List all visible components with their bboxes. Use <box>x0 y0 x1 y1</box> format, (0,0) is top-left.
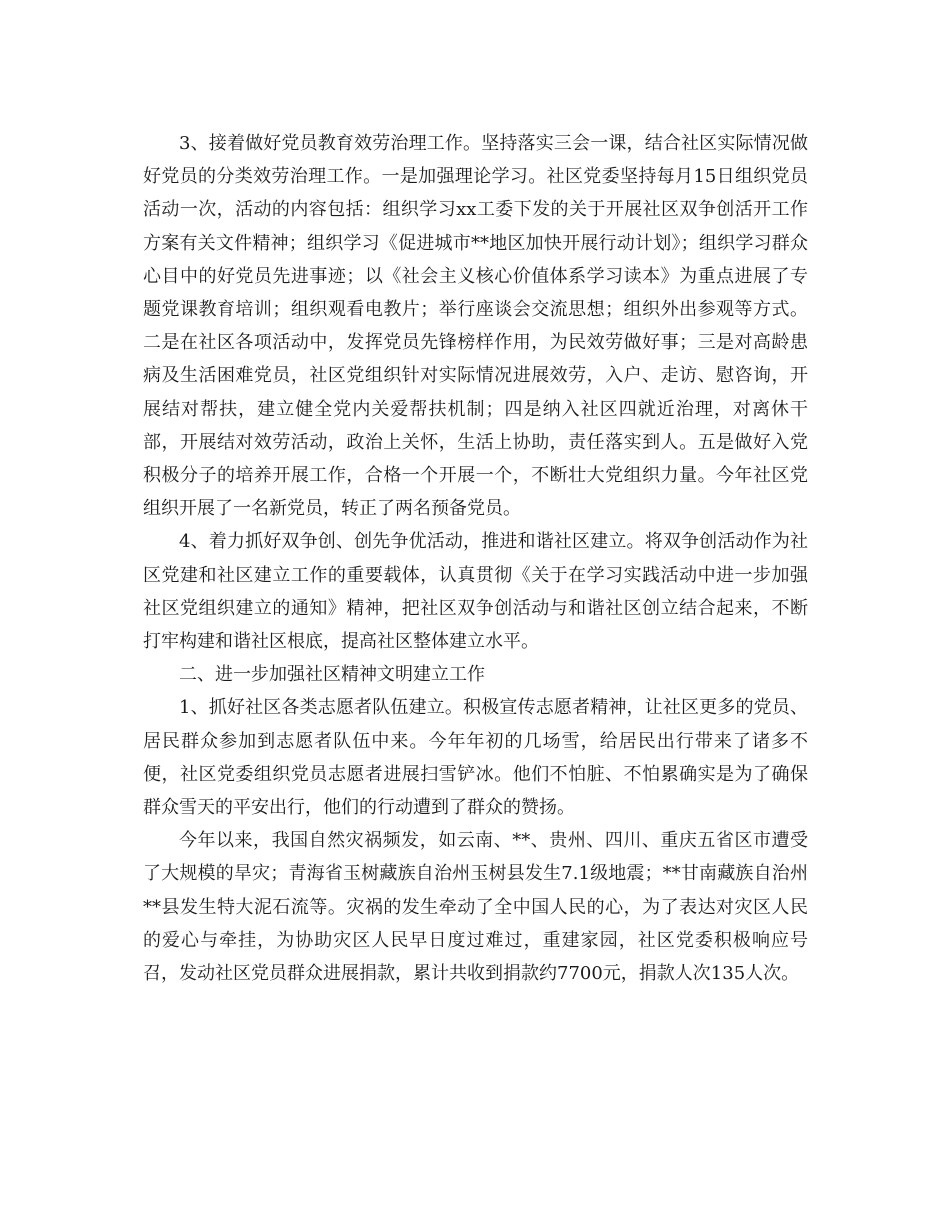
paragraph-party-member-service: 3、接着做好党员教育效劳治理工作。坚持落实三会一课，结合社区实际情况做好党员的分类效劳治理工作。一是加强理论学习。社区党委坚持每月15日组织党员活动一次，活动的内容包括：组织学习xx工委下发的关于开展社区双争创活开工作方案有关文件精神；组织学习《促进城市**地区加快开展行动计划》；组织学习群众心目中的好党员先进事迹；以《社会主义核心价值体系学习读本》为重点进展了专题党课教育培训；组织观看电教片；举行座谈会交流思想；组织外出参观等方式。二是在社区各项活动中，发挥党员先锋榜样作用，为民效劳做好事；三是对高龄患病及生活困难党员，社区党组织针对实际情况进展效劳，入户、走访、慰咨询，开展结对帮扶，建立健全党内关爱帮扶机制；四是纳入社区四就近治理，对离休干部，开展结对效劳活动，政治上关怀，生活上协助，责任落实到人。五是做好入党积极分子的培养开展工作，合格一个开展一个，不断壮大党组织力量。今年社区党组织开展了一名新党员，转正了两名预备党员。 <box>143 133 808 520</box>
paragraph-volunteer-teams: 1、抓好社区各类志愿者队伍建立。积极宣传志愿者精神，让社区更多的党员、居民群众参加到志愿者队伍中来。今年年初的几场雪，给居民出行带来了诸多不便，社区党委组织党员志愿者进展扫雪铲冰。他们不怕脏、不怕累确实是为了确保群众雪天的平安出行，他们的行动遭到了群众的赞扬。 <box>143 697 808 819</box>
section-heading-spiritual-civilization: 二、进一步加强社区精神文明建立工作 <box>179 664 485 686</box>
paragraph-double-creation-activity: 4、着力抓好双争创、创先争优活动，推进和谐社区建立。将双争创活动作为社区党建和社区建立工作的重要载体，认真贯彻《关于在学习实践活动中进一步加强社区党组织建立的通知》精神，把社区双争创活动与和谐社区创立结合起来，不断打牢构建和谐社区根底，提高社区整体建立水平。 <box>143 531 808 653</box>
document-body <box>143 127 808 990</box>
paragraph-disaster-donation: 今年以来，我国自然灾祸频发，如云南、**、贵州、四川、重庆五省区市遭受了大规模的旱灾；青海省玉树藏族自治州玉树县发生7.1级地震；**甘南藏族自治州**县发生特大泥石流等。灾祸的发生牵动了全中国人民的心，为了表达对灾区人民的爱心与牵挂，为协助灾区人民早日度过难过，重建家园，社区党委积极响应号召，发动社区党员群众进展捐款，累计共收到捐款约7700元，捐款人次135人次。 <box>143 830 808 985</box>
